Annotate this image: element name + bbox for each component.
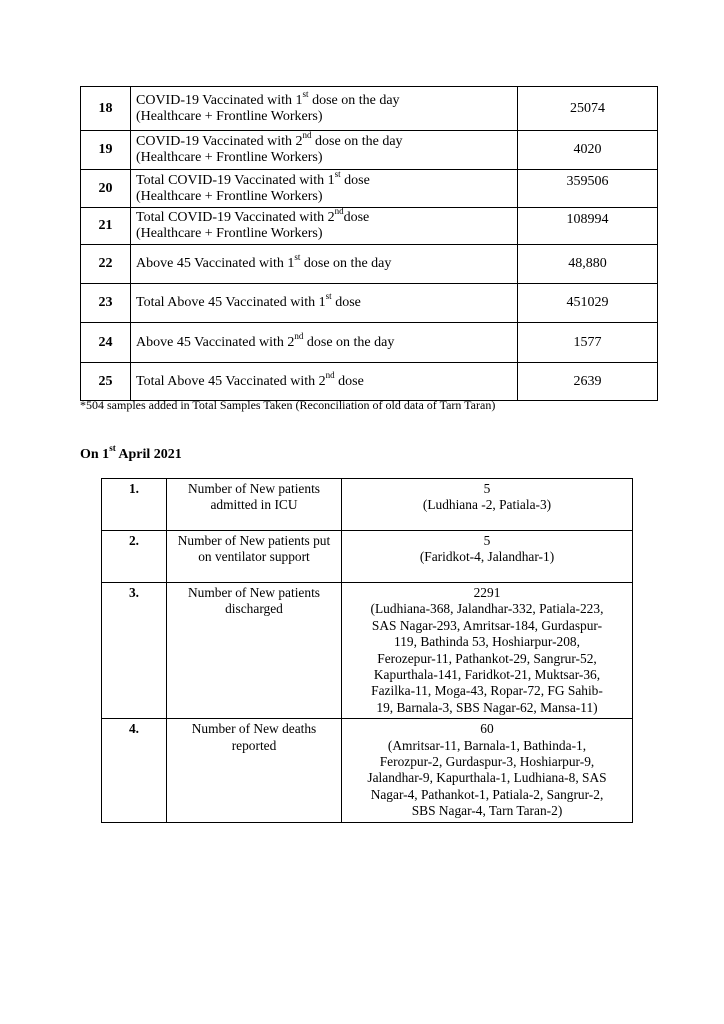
table-row	[81, 131, 658, 170]
row-details	[342, 719, 633, 822]
heading-text: On 1	[80, 447, 110, 462]
count-value: 60	[480, 721, 494, 737]
count-value: 5	[483, 533, 491, 548]
description-text: Total COVID-19 Vaccinated with 2	[136, 210, 335, 225]
row-label	[167, 531, 342, 583]
row-number: 18	[81, 87, 131, 131]
footnote: *504 samples added in Total Samples Taken (Reconciliation of old data of Tarn Taran)	[80, 398, 496, 412]
details-line: (Faridkot-4, Jalandhar-1)	[419, 549, 555, 565]
details-line: (Ludhiana -2, Patiala-3)	[422, 497, 552, 513]
table-row	[81, 87, 658, 131]
row-value: 451029	[518, 284, 658, 323]
row-label	[167, 719, 342, 822]
table-row	[81, 245, 658, 284]
description-text: Above 45 Vaccinated with 1	[136, 256, 295, 271]
table-row	[102, 531, 633, 583]
description-text: Total Above 45 Vaccinated with 2	[136, 373, 326, 389]
row-number: 22	[81, 245, 131, 284]
heading-text: April 2021	[115, 447, 182, 462]
description-text: dose	[340, 172, 370, 188]
row-value: 1577	[518, 323, 658, 363]
ordinal-suffix: st	[325, 291, 332, 302]
description-text: Total Above 45 Vaccinated with 1	[136, 295, 326, 310]
ordinal-suffix: nd	[294, 330, 304, 341]
ordinal-suffix: st	[294, 252, 301, 263]
row-description	[131, 323, 518, 363]
label-line: Number of New patients	[187, 585, 320, 600]
details-line: Kapurthala-141, Faridkot-21, Muktsar-36,	[373, 667, 601, 683]
row-value: 25074	[518, 87, 658, 131]
ordinal-suffix: nd	[302, 130, 312, 141]
row-details	[342, 479, 633, 531]
row-number: 23	[81, 284, 131, 323]
description-text: dose	[334, 373, 364, 389]
row-description	[131, 131, 518, 170]
details-line: Nagar-4, Pathankot-1, Patiala-2, Sangrur-2,	[370, 786, 604, 802]
row-description	[131, 284, 518, 323]
row-label	[167, 479, 342, 531]
row-number: 25	[81, 363, 131, 401]
row-number: 21	[81, 208, 131, 245]
row-details	[342, 531, 633, 583]
row-description	[131, 363, 518, 401]
description-subtext: (Healthcare + Frontline Workers)	[136, 226, 323, 241]
ordinal-suffix: nd	[325, 369, 335, 380]
label-line: Number of New patients put	[177, 533, 331, 548]
ordinal-suffix: st	[334, 168, 341, 179]
table-row	[102, 479, 633, 531]
row-description	[131, 170, 518, 208]
row-number: 2.	[102, 531, 167, 583]
icu-stats-table	[101, 478, 633, 823]
description-text: dose on the day	[303, 334, 395, 350]
row-description	[131, 208, 518, 245]
row-number: 24	[81, 323, 131, 363]
table-row	[81, 208, 658, 245]
section-heading	[80, 443, 182, 463]
count-value: 2291	[473, 585, 501, 600]
row-number: 4.	[102, 719, 167, 822]
label-line: Number of New deaths	[191, 721, 317, 737]
description-text: dose on the day	[311, 134, 403, 149]
row-number: 3.	[102, 583, 167, 719]
table-row	[102, 583, 633, 719]
description-subtext: (Healthcare + Frontline Workers)	[136, 188, 323, 204]
vaccination-table	[80, 86, 658, 401]
row-number: 1.	[102, 479, 167, 531]
description-text: dose	[331, 295, 361, 310]
row-description	[131, 87, 518, 131]
label-line: Number of New patients	[187, 481, 320, 496]
label-line: admitted in ICU	[210, 497, 298, 513]
description-text: Above 45 Vaccinated with 2	[136, 334, 295, 350]
table-row	[102, 719, 633, 822]
ordinal-suffix: st	[302, 88, 309, 99]
row-number: 20	[81, 170, 131, 208]
details-line: Ferozpur-2, Gurdaspur-3, Hoshiarpur-9,	[379, 754, 595, 770]
details-line: (Ludhiana-368, Jalandhar-332, Patiala-223,	[370, 601, 604, 617]
label-line: on ventilator support	[198, 549, 310, 565]
description-text: dose on the day	[300, 256, 392, 271]
details-line: Ferozepur-11, Pathankot-29, Sangrur-52,	[377, 650, 597, 666]
table-row	[81, 284, 658, 323]
details-line: Fazilka-11, Moga-43, Ropar-72, FG Sahib-	[371, 683, 603, 699]
description-subtext: (Healthcare + Frontline Workers)	[136, 108, 323, 124]
ordinal-suffix: nd	[334, 206, 344, 217]
table-row	[81, 170, 658, 208]
details-line: SBS Nagar-4, Tarn Taran-2)	[411, 803, 563, 819]
row-value: 2639	[518, 363, 658, 401]
details-line: SAS Nagar-293, Amritsar-184, Gurdaspur-	[371, 617, 603, 633]
count-value: 5	[483, 481, 491, 496]
row-value: 48,880	[518, 245, 658, 284]
details-line: (Amritsar-11, Barnala-1, Bathinda-1,	[387, 737, 587, 753]
description-text: Total COVID-19 Vaccinated with 1	[136, 172, 335, 188]
description-text: COVID-19 Vaccinated with 1	[136, 92, 303, 108]
row-value: 4020	[518, 131, 658, 170]
row-details	[342, 583, 633, 719]
row-value: 359506	[518, 170, 658, 208]
row-description	[131, 245, 518, 284]
table-row	[81, 363, 658, 401]
description-text: dose	[343, 210, 370, 225]
label-line: reported	[231, 737, 277, 753]
label-line: discharged	[225, 601, 283, 617]
description-text: COVID-19 Vaccinated with 2	[136, 134, 303, 149]
details-line: 19, Barnala-3, SBS Nagar-62, Mansa-11)	[376, 699, 598, 715]
row-value: 108994	[518, 208, 658, 245]
description-text: dose on the day	[308, 92, 400, 108]
details-line: 119, Bathinda 53, Hoshiarpur-208,	[394, 634, 580, 650]
details-line: Jalandhar-9, Kapurthala-1, Ludhiana-8, SAS	[367, 770, 607, 786]
description-subtext: (Healthcare + Frontline Workers)	[136, 150, 323, 165]
ordinal-suffix: st	[109, 443, 116, 454]
row-label	[167, 583, 342, 719]
row-number: 19	[81, 131, 131, 170]
table-row	[81, 323, 658, 363]
